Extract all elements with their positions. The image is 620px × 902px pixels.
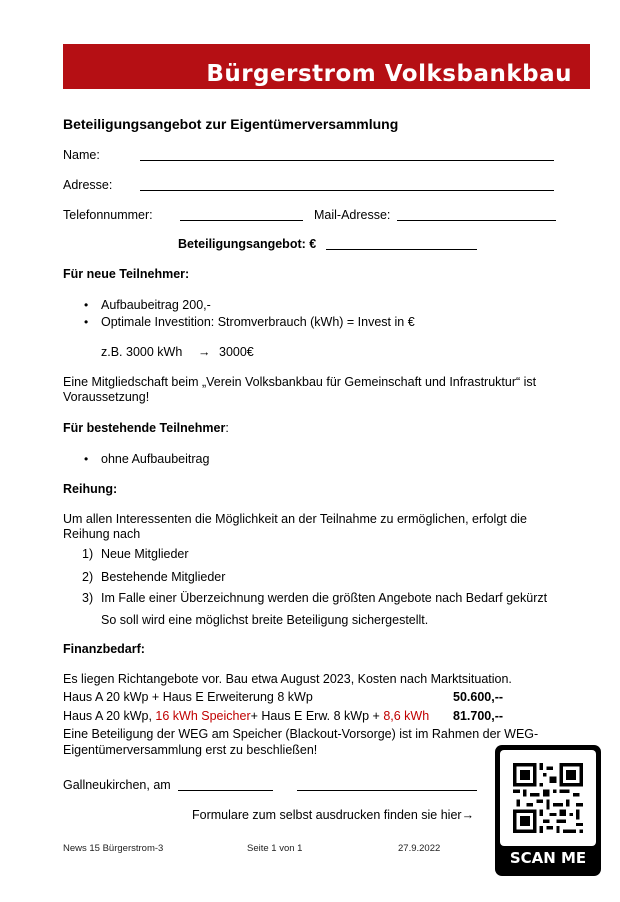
ranking-intro: Um allen Interessenten die Möglichkeit an der Teilnahme zu ermöglichen, erfolgt die (63, 512, 527, 526)
date-field-line (178, 790, 273, 791)
qr-code-badge[interactable] (495, 745, 601, 876)
new-members-bullet: Optimale Investition: Stromverbrauch (kWh) = Invest in € (101, 315, 415, 329)
scan-me-label: SCAN ME (509, 849, 587, 867)
header-banner (63, 44, 590, 89)
ranking-item-number: 1) (82, 547, 94, 561)
option-b-text (63, 709, 429, 724)
banner-title: Bürgerstrom Volksbankbau (206, 61, 572, 87)
footer-left: News 15 Bürgerstrom-3 (63, 843, 164, 854)
address-field-line (140, 190, 554, 191)
option-b-amount: 81.700,-- (453, 709, 504, 723)
option-b-part: + Haus E Erw. 8 kWp + (250, 709, 384, 723)
existing-members-heading-text: Für bestehende Teilnehmer (63, 421, 226, 435)
bullet-icon: • (84, 315, 89, 329)
forms-hint: Formulare zum selbst ausdrucken finden sie hier→ (192, 808, 475, 822)
signature-field-line (297, 790, 477, 791)
name-label: Name: (63, 148, 100, 162)
new-members-bullet: Aufbaubeitrag 200,- (101, 298, 211, 312)
ranking-heading: Reihung: (63, 482, 118, 496)
ranking-item-number: 2) (82, 570, 94, 584)
new-members-heading: Für neue Teilnehmer: (63, 267, 190, 281)
mail-label: Mail-Adresse: (314, 208, 391, 222)
place-date-label: Gallneukirchen, am (63, 778, 171, 792)
offer-label: Beteiligungsangebot: € (178, 237, 317, 251)
membership-note: Voraussetzung! (63, 390, 150, 404)
existing-members-heading (63, 421, 229, 436)
ranking-item: Bestehende Mitglieder (101, 570, 226, 584)
membership-note: Eine Mitgliedschaft beim „Verein Volksbankbau für Gemeinschaft und Infrastruktur“ ist (63, 375, 537, 389)
bullet-icon: • (84, 298, 89, 312)
arrow-right-icon: → (198, 345, 211, 359)
option-a-text: Haus A 20 kWp + Haus E Erweiterung 8 kWp (63, 690, 313, 704)
phone-field-line (180, 220, 303, 221)
ranking-note: So soll wird eine möglichst breite Beteiligung sichergestellt. (101, 613, 429, 627)
option-a-amount: 50.600,-- (453, 690, 504, 704)
ranking-intro: Reihung nach (63, 527, 141, 541)
mail-field-line (397, 220, 556, 221)
footer-date: 27.9.2022 (398, 843, 441, 854)
finance-note: Eigentümerversammlung erst zu beschließen! (63, 743, 318, 757)
existing-members-bullet: ohne Aufbaubeitrag (101, 452, 210, 466)
existing-members-heading-colon: : (225, 421, 229, 435)
option-b-part: Haus A 20 kWp, (63, 709, 156, 723)
document-heading: Beteiligungsangebot zur Eigentümerversammlung (63, 116, 399, 132)
finance-note: Eine Beteiligung der WEG am Speicher (Blackout-Vorsorge) ist im Rahmen der WEG- (63, 727, 539, 741)
ranking-item-number: 3) (82, 591, 94, 605)
footer-page: Seite 1 von 1 (247, 843, 303, 854)
example-kwh: z.B. 3000 kWh (101, 345, 183, 359)
storage-highlight: 8,6 kWh (383, 709, 430, 723)
qr-code-icon[interactable] (500, 750, 596, 846)
phone-label: Telefonnummer: (63, 208, 153, 222)
address-label: Adresse: (63, 178, 113, 192)
bullet-icon: • (84, 452, 89, 466)
storage-highlight: 16 kWh Speicher (155, 709, 251, 723)
offer-field-line (326, 249, 477, 250)
example-invest: 3000€ (219, 345, 254, 359)
name-field-line (140, 160, 554, 161)
ranking-item: Neue Mitglieder (101, 547, 189, 561)
finance-heading: Finanzbedarf: (63, 642, 145, 656)
finance-intro: Es liegen Richtangebote vor. Bau etwa August 2023, Kosten nach Marktsituation. (63, 672, 512, 686)
ranking-item: Im Falle einer Überzeichnung werden die größten Angebote nach Bedarf gekürzt (101, 591, 548, 605)
